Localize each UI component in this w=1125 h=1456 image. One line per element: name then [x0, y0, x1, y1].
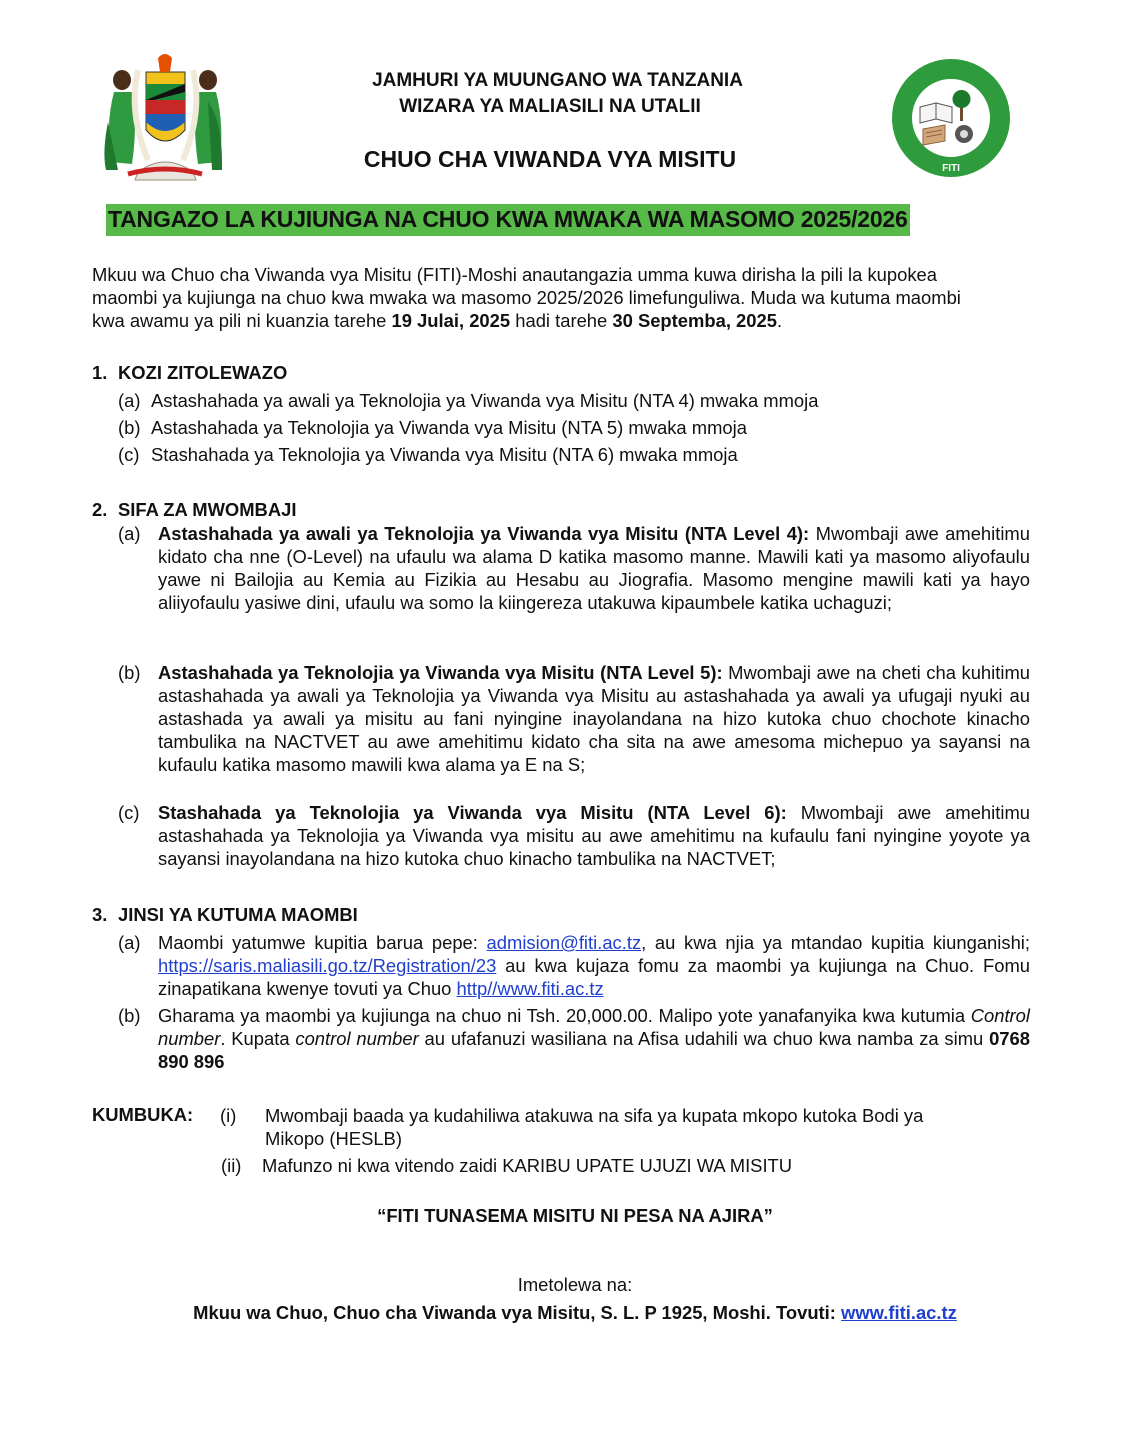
note-ii-label: (ii) [221, 1155, 242, 1176]
end-date: 30 Septemba, 2025 [612, 310, 777, 331]
start-date: 19 Julai, 2025 [391, 310, 511, 331]
phone-number: 0768 890 896 [158, 1028, 1030, 1072]
footer-website-link[interactable]: www.fiti.ac.tz [841, 1302, 957, 1323]
website-link[interactable]: http//www.fiti.ac.tz [456, 978, 604, 999]
header-country: JAMHURI YA MUUNGANO WA TANZANIA [372, 70, 743, 91]
issuer-signature: Mkuu wa Chuo, Chuo cha Viwanda vya Misitu, S. L. P 1925, Moshi. Tovuti: www.fiti.ac.tz [193, 1302, 957, 1323]
section-2-heading: 2. SIFA ZA MWOMBAJI [92, 499, 297, 520]
intro-paragraph [92, 263, 1032, 332]
section-3-heading: 3. JINSI YA KUTUMA MAOMBI [92, 904, 358, 925]
section-1-heading: 1. KOZI ZITOLEWAZO [92, 362, 288, 383]
note-ii-text: Mafunzo ni kwa vitendo zaidi KARIBU UPATE UJUZI WA MISITU [262, 1155, 793, 1176]
note-i-text: Mwombaji baada ya kudahiliwa atakuwa na sifa ya kupata mkopo kutoka Bodi ya Mikopo (HESLB) [265, 1105, 924, 1149]
intro-line-1: Mkuu wa Chuo cha Viwanda vya Misitu (FITI)-Moshi anautangazia umma kuwa dirisha la pili la kupokea [92, 264, 937, 285]
announcement-banner: TANGAZO LA KUJIUNGA NA CHUO KWA MWAKA WA MASOMO 2025/2026 [106, 204, 910, 236]
note-label: KUMBUKA: [92, 1104, 194, 1125]
fiti-logo-abbr: FITI [942, 163, 960, 174]
intro-line-2: maombi ya kujiunga na chuo kwa mwaka wa masomo 2025/2026 limefunguliwa. Muda wa kutuma maombi [92, 287, 961, 308]
issued-by: Imetolewa na: [517, 1274, 633, 1295]
slogan: “FITI TUNASEMA MISITU NI PESA NA AJIRA” [377, 1205, 773, 1226]
registration-link[interactable]: https://saris.maliasili.go.tz/Registration/23 [158, 955, 497, 976]
header-institution: CHUO CHA VIWANDA VYA MISITU [363, 146, 737, 172]
email-link[interactable]: admision@fiti.ac.tz [486, 932, 642, 953]
note-i-label: (i) [220, 1105, 237, 1126]
header-ministry: WIZARA YA MALIASILI NA UTALII [399, 96, 701, 117]
intro-line-3: kwa awamu ya pili ni kuanzia tarehe 19 Julai, 2025 hadi tarehe 30 Septemba, 2025. [92, 310, 783, 331]
